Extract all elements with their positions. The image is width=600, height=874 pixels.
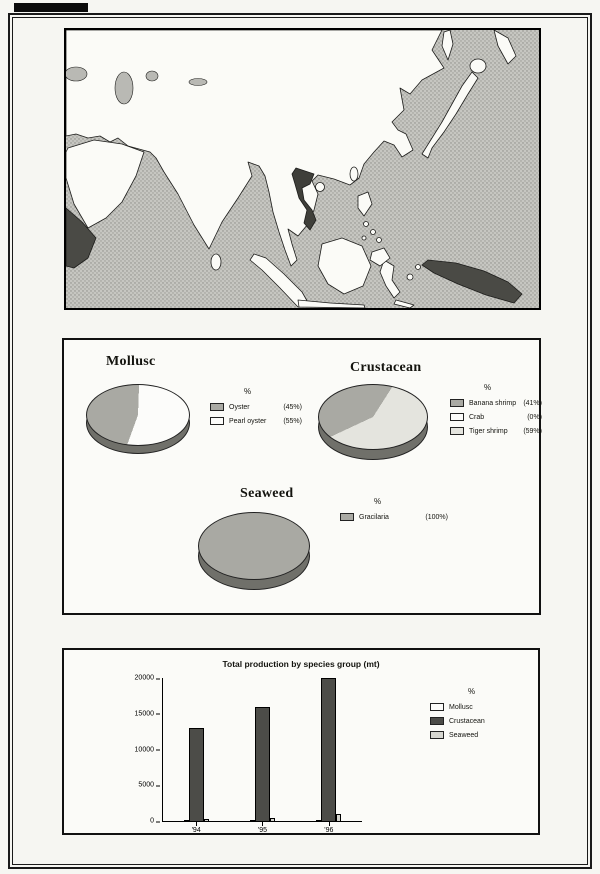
legend-item-mollusc: [430, 703, 528, 711]
pie-chart-mollusc: [86, 384, 190, 456]
bar-crustacean: [189, 728, 204, 821]
legend-label: Crab: [469, 413, 485, 421]
legend-label: Oyster: [229, 403, 250, 411]
legend-item-pearl-oyster: [210, 417, 302, 425]
bar-plot-area: [162, 678, 362, 834]
swatch-oyster: [210, 403, 224, 411]
visayas-island: [377, 238, 382, 243]
legend-item-seaweed: [430, 731, 528, 739]
sri-lanka: [211, 254, 221, 270]
swatch-tiger-shrimp: [450, 427, 464, 435]
pie-chart-seaweed: [198, 512, 310, 592]
hokkaido: [470, 59, 486, 73]
legend-item-oyster: [210, 403, 302, 411]
swatch-mollusc: [430, 703, 444, 711]
legend-percent: (55%): [283, 417, 302, 425]
legend-header: %: [374, 497, 382, 506]
x-category-label: '96: [324, 827, 334, 834]
moluccas-island: [407, 274, 413, 280]
bar-group: [250, 707, 275, 834]
hainan: [316, 183, 325, 192]
visayas-island: [362, 236, 366, 240]
scan-artifact-bar: [14, 3, 88, 12]
bar-crustacean: [321, 678, 336, 821]
bar-seaweed: [204, 819, 209, 821]
swatch-crustacean: [430, 717, 444, 725]
visayas-island: [364, 222, 369, 227]
legend-item-crustacean: [430, 717, 528, 725]
bar-seaweed: [336, 814, 341, 821]
y-tick-label: 5000: [138, 781, 154, 789]
x-category-label: '94: [191, 827, 201, 834]
legend-label: Tiger shrimp: [469, 427, 508, 435]
production-bar-panel: [62, 648, 540, 835]
map-panel: [64, 28, 541, 310]
legend-header: %: [484, 383, 492, 392]
legend-percent: (59%): [523, 427, 542, 435]
legend-label: Pearl oyster: [229, 417, 267, 425]
legend-percent: (100%): [425, 513, 448, 521]
pie-title-crustacean: Crustacean: [350, 360, 422, 375]
legend-header: %: [468, 687, 476, 696]
x-category-label: '95: [257, 827, 268, 834]
y-axis-ticks: [124, 674, 158, 825]
legend-percent: (45%): [283, 403, 302, 411]
pie-chart-crustacean: [318, 384, 428, 462]
legend-mollusc: [210, 388, 302, 425]
legend-label: Gracilaria: [359, 513, 389, 521]
swatch-gracilaria: [340, 513, 354, 521]
pie-title-mollusc: Mollusc: [106, 354, 156, 369]
pie-title-seaweed: Seaweed: [240, 486, 294, 501]
bar-group: [316, 678, 341, 834]
pie-face-seaweed: [198, 512, 310, 580]
pie-face-crustacean: [318, 384, 428, 450]
swatch-banana-shrimp: [450, 399, 464, 407]
taiwan: [350, 167, 358, 181]
bar-crustacean: [255, 707, 270, 821]
y-tick-label: 15000: [134, 710, 154, 718]
legend-item-tiger-shrimp: [450, 427, 542, 435]
moluccas-island: [416, 265, 421, 270]
pie-face-mollusc: [86, 384, 190, 446]
species-pie-panel: [62, 338, 541, 615]
y-tick-label: 0: [150, 817, 154, 825]
swatch-seaweed: [430, 731, 444, 739]
caspian-sea: [115, 72, 133, 104]
bar-chart-title: Total production by species group (mt): [222, 659, 380, 669]
black-sea: [66, 67, 87, 81]
legend-bar-chart: [430, 688, 528, 739]
y-tick-label: 20000: [134, 674, 154, 682]
legend-label: Seaweed: [449, 731, 479, 739]
bar-seaweed: [270, 818, 275, 821]
legend-percent: (41%): [523, 399, 542, 407]
asia-map: [66, 30, 539, 308]
legend-label: Crustacean: [449, 717, 485, 725]
lake-balkhash: [189, 79, 207, 86]
legend-item-crab: [450, 413, 542, 421]
legend-seaweed: [340, 498, 448, 521]
swatch-pearl-oyster: [210, 417, 224, 425]
y-tick-label: 10000: [134, 746, 154, 753]
legend-item-gracilaria: [340, 513, 448, 521]
legend-label: Mollusc: [449, 703, 473, 711]
legend-percent: (0%): [527, 413, 542, 421]
legend-item-banana-shrimp: [450, 399, 542, 407]
visayas-island: [371, 230, 376, 235]
swatch-crab: [450, 413, 464, 421]
legend-crustacean: [450, 384, 542, 435]
legend-label: Banana shrimp: [469, 399, 517, 407]
legend-header: %: [244, 387, 252, 396]
aral-sea: [146, 71, 158, 81]
bar-group: [184, 728, 209, 834]
